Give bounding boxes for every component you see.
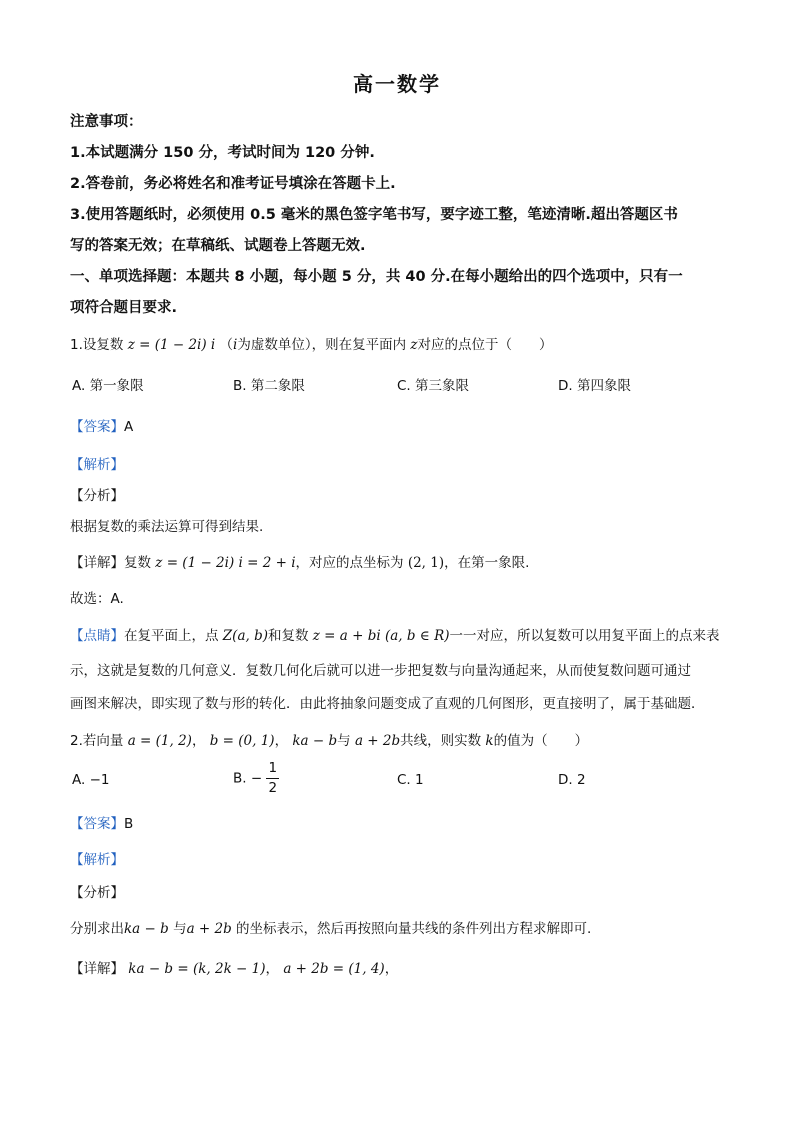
q2-analysis-tag: 【解析】	[70, 852, 124, 868]
notice-item-2: 2.答卷前，务必将姓名和准考证号填涂在答题卡上.	[70, 176, 396, 192]
q2-option-a: A. −1	[72, 772, 110, 788]
section-heading: 一、单项选择题：本题共 8 小题，每小题 5 分，共 40 分.在每小题给出的四个选项中，只有一	[70, 269, 683, 285]
q2-option-c: C. 1	[397, 772, 424, 788]
q1-option-c: C. 第三象限	[397, 378, 470, 394]
section-heading-cont: 项符合题目要求.	[70, 300, 178, 316]
notice-item-3: 3.使用答题纸时，必须使用 0.5 毫米的黑色签字笔书写，要字迹工整，笔迹清晰.超出答题区书	[70, 207, 678, 223]
q2-answer: 【答案】B	[70, 816, 134, 832]
notice-item-3-cont: 写的答案无效；在草稿纸、试题卷上答题无效.	[70, 238, 366, 254]
q1-choose: 故选：A.	[70, 591, 124, 607]
q1-option-b: B. 第二象限	[233, 378, 305, 394]
q1-option-d: D. 第四象限	[558, 378, 631, 394]
q2-detail: 【详解】 ka − b = (k, 2k − 1)， a + 2b = (1, 4)，	[70, 961, 399, 977]
q1-option-a: A. 第一象限	[72, 378, 144, 394]
q1-dianjing-line2: 示，这就是复数的几何意义．复数几何化后就可以进一步把复数与向量沟通起来，从而使复数问题可通过	[70, 663, 691, 679]
page-title: 高一数学	[353, 72, 441, 96]
q2-fenxi-text: 分别求出ka − b 与a + 2b 的坐标表示，然后再按照向量共线的条件列出方程求解即可.	[70, 921, 592, 937]
q1-dianjing: 【点睛】在复平面上，点 Z(a, b)和复数 z = a + bi (a, b ∈ R)一一对应，所以复数可以用复平面上的点来表	[70, 628, 720, 644]
q1-answer: 【答案】A	[70, 419, 134, 435]
q1-stem: 1.设复数 z = (1 − 2i) i （i为虚数单位），则在复平面内 z对应的点位于（ ）	[70, 337, 553, 353]
q2-stem: 2.若向量 a = (1, 2)， b = (0, 1)， ka − b与 a + 2b共线，则实数 k的值为（ ）	[70, 733, 589, 749]
q2-fenxi-tag: 【分析】	[70, 885, 124, 901]
notice-item-1: 1.本试题满分 150 分，考试时间为 120 分钟.	[70, 145, 375, 161]
q2-option-d: D. 2	[558, 772, 586, 788]
q1-fenxi-tag: 【分析】	[70, 488, 124, 504]
q1-analysis-tag: 【解析】	[70, 457, 124, 473]
q1-dianjing-line3: 画图来解决，即实现了数与形的转化．由此将抽象问题变成了直观的几何图形，更直接明了，属于基础题．	[70, 696, 705, 712]
q1-fenxi-text: 根据复数的乘法运算可得到结果.	[70, 519, 264, 535]
notice-heading: 注意事项：	[70, 114, 143, 130]
q2-option-b: B. − $\frac{1}{2}$	[233, 760, 278, 796]
q1-detail: 【详解】复数 z = (1 − 2i) i = 2 + i，对应的点坐标为 (2, 1)，在第一象限.	[70, 555, 530, 571]
q1-expr: z = (1 − 2i) i	[127, 337, 216, 353]
